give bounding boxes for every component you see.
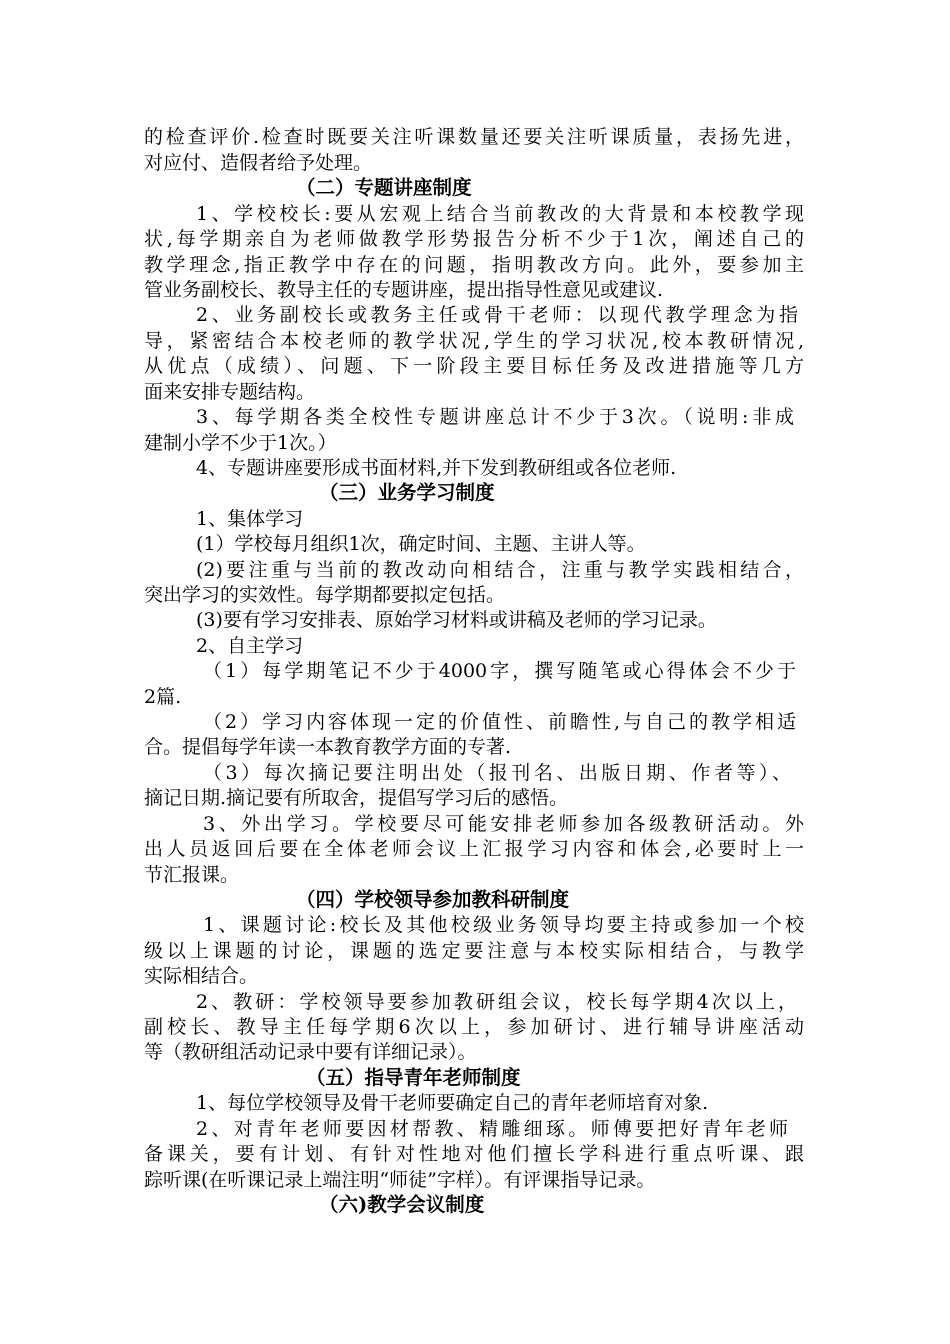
body-line: (2)要注重与当前的教改动向相结合，注重与教学实践相结合，	[196, 559, 804, 581]
body-line: 2、自主学习	[196, 635, 304, 657]
body-line: 2、教研：学校领导要参加教研组会议，校长每学期4次以上，	[196, 991, 797, 1013]
body-line: 状,每学期亲自为老师做教学形势报告分析不少于1次，阐述自己的	[144, 228, 804, 250]
body-line: 1、每位学校领导及骨干老师要确定自己的青年老师培育对象.	[196, 1092, 709, 1114]
body-line: 教学理念,指正教学中存在的问题，指明教改方向。此外，要参加主	[144, 254, 804, 276]
body-line: 2篇.	[144, 686, 182, 708]
body-line: 4、专题讲座要形成书面材料,并下发到教研组或各位老师.	[196, 457, 677, 479]
body-line: 导，紧密结合本校老师的教学状况,学生的学习状况,校本教研情况,	[144, 330, 804, 352]
body-line: (1）学校每月组织1次，确定时间、主题、主讲人等。	[196, 533, 646, 555]
body-line: 1、课题讨论:校长及其他校级业务领导均要主持或参加一个校	[203, 914, 804, 936]
body-line: 出人员返回后要在全体老师会议上汇报学习内容和体会,必要时上一	[144, 838, 804, 860]
body-line: 合。提倡每学年读一本教育教学方面的专著.	[144, 736, 512, 758]
body-line: 2、对青年老师要因材帮教、精雕细琢。师傅要把好青年老师	[196, 1118, 788, 1140]
body-line: （3）每次摘记要注明出处（报刊名、出版日期、作者等）、	[203, 762, 791, 784]
body-line: 备课关，要有计划、有针对性地对他们擅长学科进行重点听课、跟	[144, 1143, 804, 1165]
body-line: 对应付、造假者给予处理。	[144, 152, 373, 174]
body-line: 节汇报课。	[144, 864, 240, 886]
body-line: 的检查评价.检查时既要关注听课数量还要关注听课质量，表扬先进，	[144, 126, 804, 148]
body-line: （2）学习内容体现一定的价值性、前瞻性,与自己的教学相适	[203, 711, 796, 733]
body-line: 2、业务副校长或教务主任或骨干老师：以现代教学理念为指	[196, 304, 798, 326]
body-line: (3)要有学习安排表、原始学习材料或讲稿及老师的学习记录。	[196, 609, 717, 631]
body-line: （1）每学期笔记不少于4000字，撰写随笔或心得体会不少于	[203, 660, 796, 682]
body-line: 突出学习的实效性。每学期都要拟定包括。	[144, 584, 506, 606]
body-line: 建制小学不少于1次。）	[144, 432, 337, 454]
section-heading: （五）指导青年老师制度	[306, 1066, 521, 1089]
body-line: 1、学校校长:要从宏观上结合当前教改的大背景和本校教学现	[196, 203, 804, 225]
body-line: 踪听课(在听课记录上端注明“师徒”字样）。有评课指导记录。	[144, 1169, 656, 1191]
section-heading: （四）学校领导参加教科研制度	[296, 888, 570, 911]
body-line: 实际相结合。	[144, 965, 259, 987]
body-line: 3、每学期各类全校性专题讲座总计不少于3次。（说明:非成	[196, 406, 794, 428]
body-line: 等（教研组活动记录中要有详细记录）。	[144, 1041, 477, 1063]
body-line: 3、外出学习。学校要尽可能安排老师参加各级教研活动。外	[203, 813, 804, 835]
section-heading: （三）业务学习制度	[319, 481, 495, 504]
body-line: 摘记日期.摘记要有所取舍，提倡写学习后的感悟。	[144, 787, 569, 809]
section-heading: （二）专题讲座制度	[296, 176, 472, 199]
body-line: 1、集体学习	[196, 508, 304, 530]
body-line: 级以上课题的讨论，课题的选定要注意与本校实际相结合，与教学	[144, 940, 804, 962]
body-line: 从优点（成绩）、问题、下一阶段主要目标任务及改进措施等几方	[144, 355, 804, 377]
body-line: 副校长、教导主任每学期6次以上，参加研讨、进行辅导讲座活动	[144, 1016, 804, 1038]
section-heading: （六)教学会议制度	[319, 1193, 485, 1216]
body-line: 面来安排专题结构。	[144, 381, 316, 403]
body-line: 管业务副校长、教导主任的专题讲座，提出指导性意见或建议.	[144, 279, 664, 301]
